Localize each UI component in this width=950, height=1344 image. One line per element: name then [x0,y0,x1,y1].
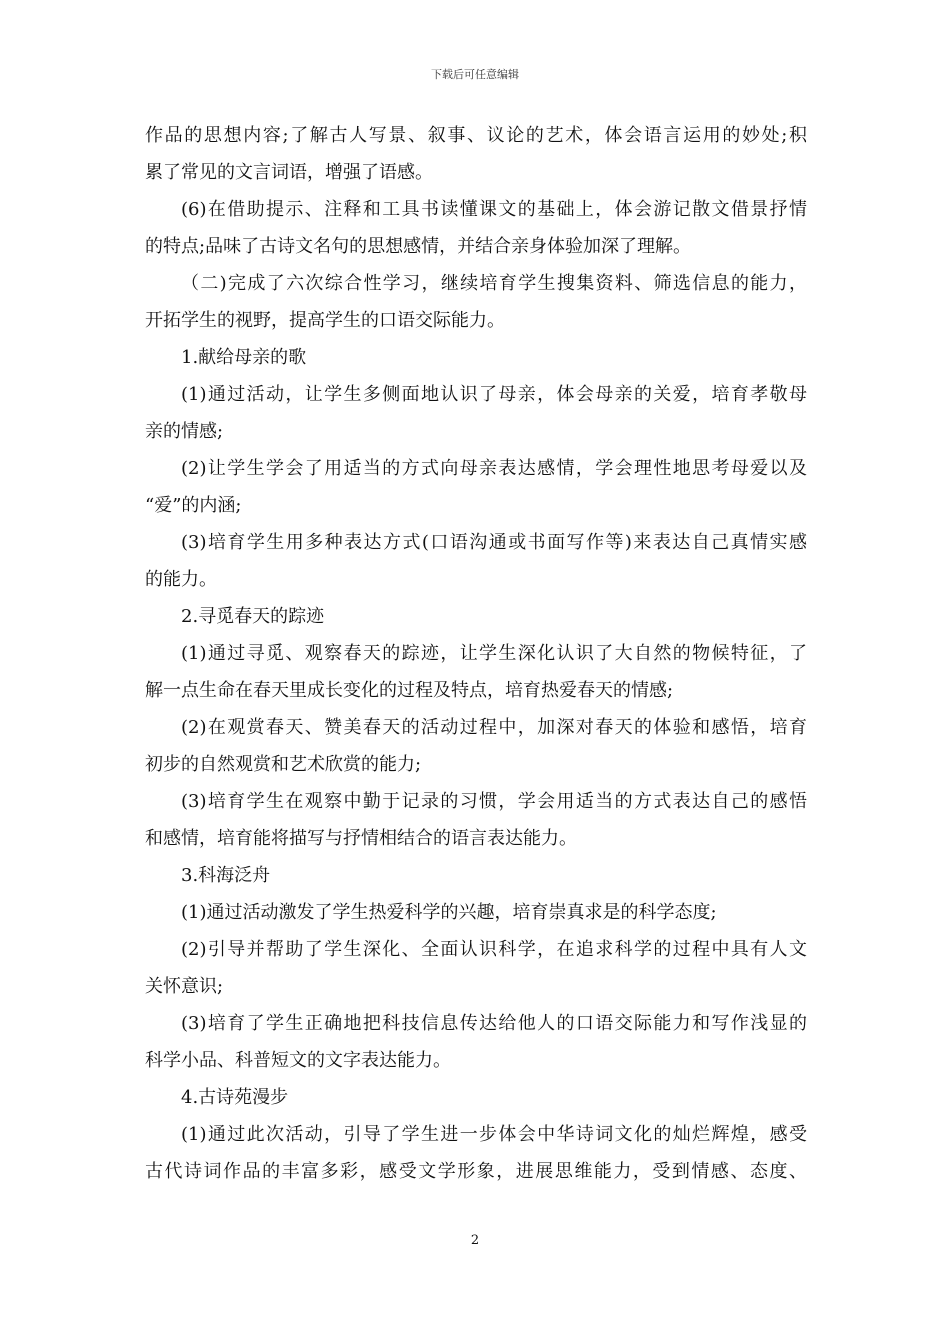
text-line: (3)培育了学生正确地把科技信息传达给他人的口语交际能力和写作浅显的 [181,1013,807,1034]
section-heading: 4.古诗苑漫步 [181,1087,289,1108]
text-line: 解一点生命在春天里成长变化的过程及特点，培育热爱春天的情感; [145,680,674,701]
text-line: (1)通过活动激发了学生热爱科学的兴趣，培育崇真求是的科学态度; [181,902,717,923]
text-line: (2)在观赏春天、赞美春天的活动过程中，加深对春天的体验和感悟，培育 [181,717,807,738]
text-line: “爱”的内涵; [145,495,242,516]
text-line: (6)在借助提示、注释和工具书读懂课文的基础上，体会游记散文借景抒情 [181,199,807,220]
text-line: (1)通过寻觅、观察春天的踪迹，让学生深化认识了大自然的物候特征，了 [181,643,807,664]
text-line: (1)通过此次活动，引导了学生进一步体会中华诗词文化的灿烂辉煌，感受 [181,1124,807,1145]
text-line: 关怀意识; [145,976,224,997]
text-line: (1)通过活动，让学生多侧面地认识了母亲，体会母亲的关爱，培育孝敬母 [181,384,807,405]
text-line: 作品的思想内容;了解古人写景、叙事、议论的艺术，体会语言运用的妙处;积 [145,125,807,146]
text-line: 开拓学生的视野，提高学生的口语交际能力。 [145,310,505,331]
text-line: (2)让学生学会了用适当的方式向母亲表达感情，学会理性地思考母爱以及 [181,458,807,479]
section-heading: 3.科海泛舟 [181,865,271,886]
text-line: 的特点;品味了古诗文名句的思想感情，并结合亲身体验加深了理解。 [145,236,692,257]
text-line: （二)完成了六次综合性学习，继续培育学生搜集资料、筛选信息的能力， [181,273,807,294]
text-line: 和感情，培育能将描写与抒情相结合的语言表达能力。 [145,828,577,849]
text-line: 累了常见的文言词语，增强了语感。 [145,162,433,183]
text-line: 古代诗词作品的丰富多彩，感受文学形象，进展思维能力，受到情感、态度、 [145,1161,807,1182]
text-line: (2)引导并帮助了学生深化、全面认识科学，在追求科学的过程中具有人文 [181,939,807,960]
page-number: 2 [470,1233,480,1248]
text-line: 亲的情感; [145,421,224,442]
section-heading: 1.献给母亲的歌 [181,347,307,368]
page-header: 下载后可任意编辑 [431,68,519,81]
section-heading: 2.寻觅春天的踪迹 [181,606,325,627]
text-line: 的能力。 [145,569,217,590]
text-line: 初步的自然观赏和艺术欣赏的能力; [145,754,422,775]
text-line: (3)培育学生用多种表达方式(口语沟通或书面写作等)来表达自己真情实感 [181,532,807,553]
text-line: (3)培育学生在观察中勤于记录的习惯，学会用适当的方式表达自己的感悟 [181,791,807,812]
text-line: 科学小品、科普短文的文字表达能力。 [145,1050,451,1071]
